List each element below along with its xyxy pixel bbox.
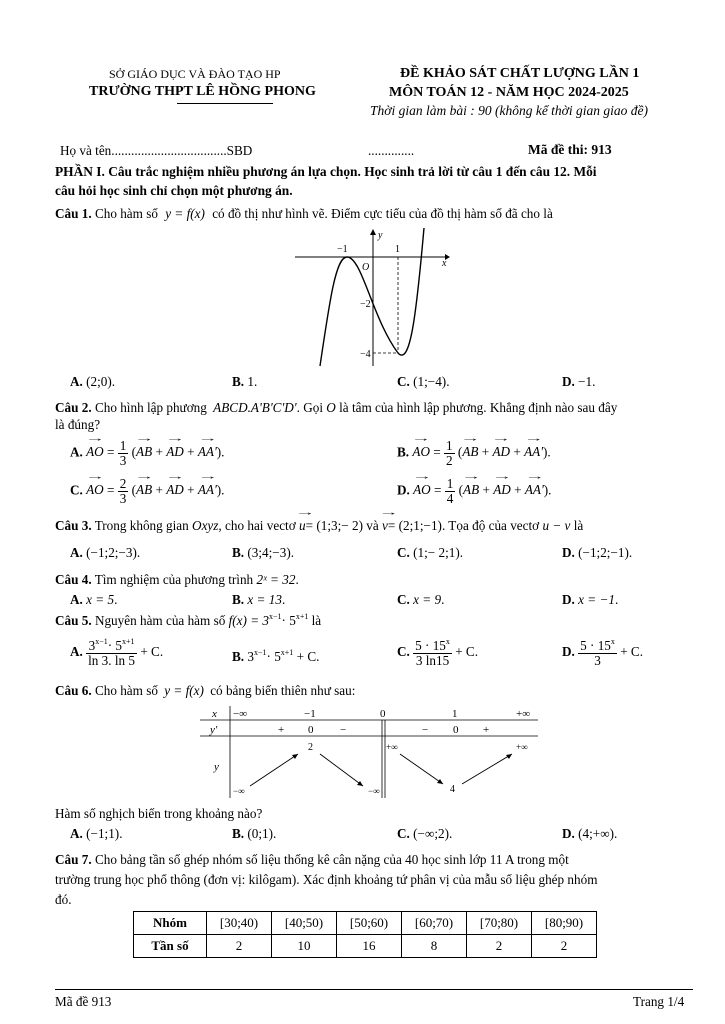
q1-stem: Câu 1. Cho hàm số y = f(x) có đồ thị như hình vẽ. Điểm cực tiểu của đồ thị hàm số đã cho là (55, 206, 553, 221)
vt-yp-label: y' (210, 724, 218, 736)
vt-y-minusinf-center: −∞ (368, 786, 380, 796)
q3-stem: Câu 3. Trong không gian Oxyz, cho hai vectơ → u= (1;3;− 2) và → v= (2;1;−1). Tọa độ của vectơ u − v là (55, 518, 583, 534)
table-cell: [40;50) (272, 912, 337, 935)
q6-option-c[interactable]: C. (−∞;2). (397, 826, 453, 841)
vt-y-plusinf-left: +∞ (386, 742, 398, 752)
q6-option-b[interactable]: B. (0;1). (232, 826, 277, 841)
vt-sign-2: − (340, 724, 347, 736)
footer-code: Mã đề 913 (55, 994, 112, 1009)
vt-y-plusinf-right: +∞ (516, 742, 528, 752)
vt-sign-5: + (483, 724, 490, 736)
student-name-line: Họ và tên...................................SBD (60, 143, 253, 158)
table-cell: 2 (467, 935, 532, 958)
q2-stem-2: là đúng? (55, 417, 101, 432)
table-cell: 2 (207, 935, 272, 958)
vt-y-label: y (214, 761, 219, 773)
exam-time: Thời gian làm bài : 90 (không kể thời gian giao đề) (370, 103, 649, 118)
vt-sign-4: 0 (453, 724, 459, 736)
table-header-freq: Tần số (134, 935, 207, 958)
q7-frequency-table (133, 911, 597, 958)
exam-subject: MÔN TOÁN 12 - NĂM HỌC 2024-2025 (389, 85, 629, 100)
q5-option-d[interactable]: D. $\frac{5 \cdot 15^x}{3}$ + C. (562, 637, 644, 668)
q3-option-c[interactable]: C. (1;− 2;1). (397, 545, 464, 560)
q4-stem: Câu 4. Tìm nghiệm của phương trình 2ˣ = 32. (55, 572, 299, 587)
table-row (134, 935, 597, 958)
table-cell: [80;90) (532, 912, 597, 935)
q2-option-a[interactable]: A. → AO = $\frac{1}{3}$ (→ AB + → AD + → AA'). (70, 439, 224, 468)
graph-xm1-label: −1 (337, 244, 348, 255)
q6-question: Hàm số nghịch biến trong khoảng nào? (55, 806, 263, 821)
graph-ym4-label: −4 (360, 349, 371, 360)
school-name: TRƯỜNG THPT LÊ HỒNG PHONG (89, 84, 316, 99)
q5-option-a[interactable]: A. $\frac{3^{x-1}\cdot 5^{x+1}}{\ln 3. \ln 5}$ + C. (70, 637, 164, 668)
graph-y-label: y (378, 230, 383, 241)
footer-divider (55, 989, 693, 990)
q1-option-a[interactable]: A. (2;0). (70, 374, 116, 389)
exam-title: ĐỀ KHẢO SÁT CHẤT LƯỢNG LẦN 1 (400, 66, 640, 81)
q6-stem: Câu 6. Cho hàm số y = f(x) có bảng biến thiên như sau: (55, 683, 356, 698)
q1-option-d[interactable]: D. −1. (562, 374, 596, 389)
q5-stem: Câu 5. Nguyên hàm của hàm số $f(x) = 3^{x-1}\cdot 5^{x+1}$ là (55, 612, 322, 628)
q3-option-a[interactable]: A. (−1;2;−3). (70, 545, 141, 560)
graph-x1-label: 1 (395, 244, 400, 255)
graph-x-label: x (442, 258, 447, 269)
vt-x-4: +∞ (516, 708, 531, 720)
q2-stem: Câu 2. Cho hình lập phương ABCD.A'B'C'D'. Gọi O là tâm của hình lập phương. Khẳng định nào sau đây (55, 400, 618, 415)
q1-option-c[interactable]: C. (1;−4). (397, 374, 450, 389)
q6-option-a[interactable]: A. (−1;1). (70, 826, 123, 841)
q1-graph (290, 228, 452, 368)
exam-code: Mã đề thi: 913 (528, 142, 612, 157)
dept-name: SỞ GIÁO DỤC VÀ ĐÀO TẠO HP (109, 67, 281, 81)
q2-option-c[interactable]: C. → AO = $\frac{2}{3}$ (→ AB + → AD + → AA'). (70, 477, 224, 506)
vt-x-2: 0 (380, 708, 386, 720)
table-cell: [50;60) (337, 912, 402, 935)
vt-x-3: 1 (452, 708, 458, 720)
vt-y-max: 2 (308, 742, 313, 753)
q4-option-c[interactable]: C. x = 9. (397, 592, 445, 607)
part1-title: PHẦN I. Câu trắc nghiệm nhiều phương án lựa chọn. Học sinh trả lời từ câu 1 đến câu 12. Mỗi (55, 164, 597, 179)
table-cell: 2 (532, 935, 597, 958)
table-cell: [60;70) (402, 912, 467, 935)
q2-option-d[interactable]: D. → AO = $\frac{1}{4}$ (→ AB + → AD + → AA'). (397, 477, 551, 506)
q7-stem: Câu 7. Cho bảng tần số ghép nhóm số liệu thống kê cân nặng của 40 học sinh lớp 11 A trong một (55, 852, 569, 867)
table-cell: [30;40) (207, 912, 272, 935)
vt-x-0: −∞ (233, 708, 248, 720)
q7-stem-3: đó. (55, 892, 72, 907)
vt-x-label: x (212, 708, 217, 720)
table-cell: 8 (402, 935, 467, 958)
vt-sign-1: 0 (308, 724, 314, 736)
graph-ym2-label: −2 (360, 299, 371, 310)
table-cell: 16 (337, 935, 402, 958)
part1-title-2: câu hỏi học sinh chỉ chọn một phương án. (55, 183, 293, 198)
q5-option-c[interactable]: C. $\frac{5 \cdot 15^x}{3 \ln 15}$ + C. (397, 637, 479, 668)
student-dots: .............. (368, 143, 415, 158)
q3-option-d[interactable]: D. (−1;2;−1). (562, 545, 633, 560)
q4-option-b[interactable]: B. x = 13. (232, 592, 286, 607)
vt-y-min: 4 (450, 784, 455, 795)
vt-sign-3: − (422, 724, 429, 736)
table-row (134, 912, 597, 935)
q4-option-a[interactable]: A. x = 5. (70, 592, 118, 607)
vt-x-1: −1 (304, 708, 316, 720)
q7-stem-2: trường trung học phổ thông (đơn vị: kilôgam). Xác định khoảng tứ phân vị của mẫu số liệu ghép nhóm (55, 872, 598, 887)
table-cell: 10 (272, 935, 337, 958)
q4-option-d[interactable]: D. x = −1. (562, 592, 619, 607)
graph-origin-label: O (362, 262, 370, 273)
q1-option-b[interactable]: B. 1. (232, 374, 258, 389)
q5-option-b[interactable]: B. $3^{x-1}\cdot 5^{x+1} + C$. (232, 648, 320, 664)
footer-page: Trang 1/4 (633, 994, 685, 1009)
header-divider (177, 103, 273, 104)
vt-sign-0: + (278, 724, 285, 736)
q2-option-b[interactable]: B. → AO = $\frac{1}{2}$ (→ AB + → AD + → AA'). (397, 439, 551, 468)
table-cell: [70;80) (467, 912, 532, 935)
q3-option-b[interactable]: B. (3;4;−3). (232, 545, 295, 560)
q6-option-d[interactable]: D. (4;+∞). (562, 826, 618, 841)
q6-variation-table (200, 704, 540, 800)
table-header-group: Nhóm (134, 912, 207, 935)
vt-y-minusinf-left: −∞ (233, 786, 245, 796)
